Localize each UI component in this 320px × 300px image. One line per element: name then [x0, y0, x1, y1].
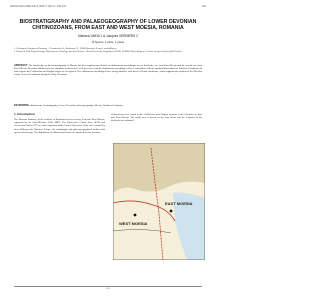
borehole-west — [134, 214, 137, 217]
location-map — [113, 143, 205, 260]
running-header — [10, 5, 206, 8]
page-footer: 102 — [14, 286, 202, 290]
intro-paragraph: The Moesian Platform, in the territory of Romania has two sectors, East and West Moesia, separated by the Intra-Moesian Fault (IMF). The Palaeozoic Central Zone (PCZ) and Cretaceous Fault (CCF) are other important faults. Lower Palaeozoic rocks were reached by deep drilling in the Moesian Terrane, the stratigraphy and palaeogeographical studies with special microscopy. The distribution of chitinozoans has been examined for the first time. — [14, 118, 105, 134]
section-heading: 1. Introduction — [14, 112, 35, 116]
right-paragraph: Chitinozoans were found in the Lochkovian and Pragian deposits of the boreholes in East and West Moesia. The study area is shown on the map below and the locations of the boreholes are indicated. — [111, 113, 202, 123]
keywords-text: chitinozoans, biostratigraphy, Lower Devonian, palaeogeography, Moesia, Northern Gondwana. — [29, 104, 124, 107]
keywords-label: KEYWORDS: — [14, 104, 30, 107]
affiliation-2: 2. Research Unit Palaeontology, Department of Geology and Soil Science, Ghent University, Krijgslaan 281/S8, B-9000 Ghent, Belgium; E-mail: Jacques.Verniers@UGent.be — [14, 50, 182, 54]
location-map-figure — [113, 143, 205, 260]
authors: Mariana VAIDA 1 & Jacques VERNIERS 2 — [78, 34, 138, 38]
abstract-label: ABSTRACT. — [14, 64, 28, 67]
abstract — [14, 64, 202, 77]
abstract-text: The knowledge on the biostratigraphy of Moesia has been supplemented based on chitinozoans assemblages in two boreholes, one from East Moesia and the second one from West Moesia. Devonian chitinozoans are abundant, moderately to well preserved, and the chitinozoan assemblages allow a correlation with the standard biozonation of Northern Gondwana. In both regions the Lochkovian and Pragian stages are recognised. The chitinozoan assemblages have strong affinities with those of North Gondwana, which supports the position of the Moesian terrane close to Gondwana during the Early Devonian. — [14, 64, 202, 77]
left-column — [14, 113, 105, 135]
affiliations — [14, 47, 202, 53]
figure-count: (5 figures, 1 table, 1 plate) — [91, 40, 125, 44]
label-west-moesia: WEST MOESIA — [119, 221, 148, 226]
journal-citation: GEOLOGICA BELGICA (2007) 10/1-2: 102-107 — [10, 5, 67, 8]
right-column — [111, 113, 202, 124]
keywords — [14, 104, 202, 107]
borehole-east — [170, 210, 173, 213]
label-east-moesia: EAST MOESIA — [165, 201, 193, 206]
page-number: 102 — [201, 5, 206, 8]
affiliation-1: 1. Geological Institute of Romania, 1 Caransebes St., Bucharest 32, 78344 Romania; E-mail: vaida@igr.ro — [14, 47, 117, 50]
paper-title: BIOSTRATIGRAPHY AND PALAEOGEOGRAPHY OF LOWER DEVONIAN CHITINOZOANS, FROM EAST AND WEST MOESIA, ROMANIA — [19, 19, 197, 32]
